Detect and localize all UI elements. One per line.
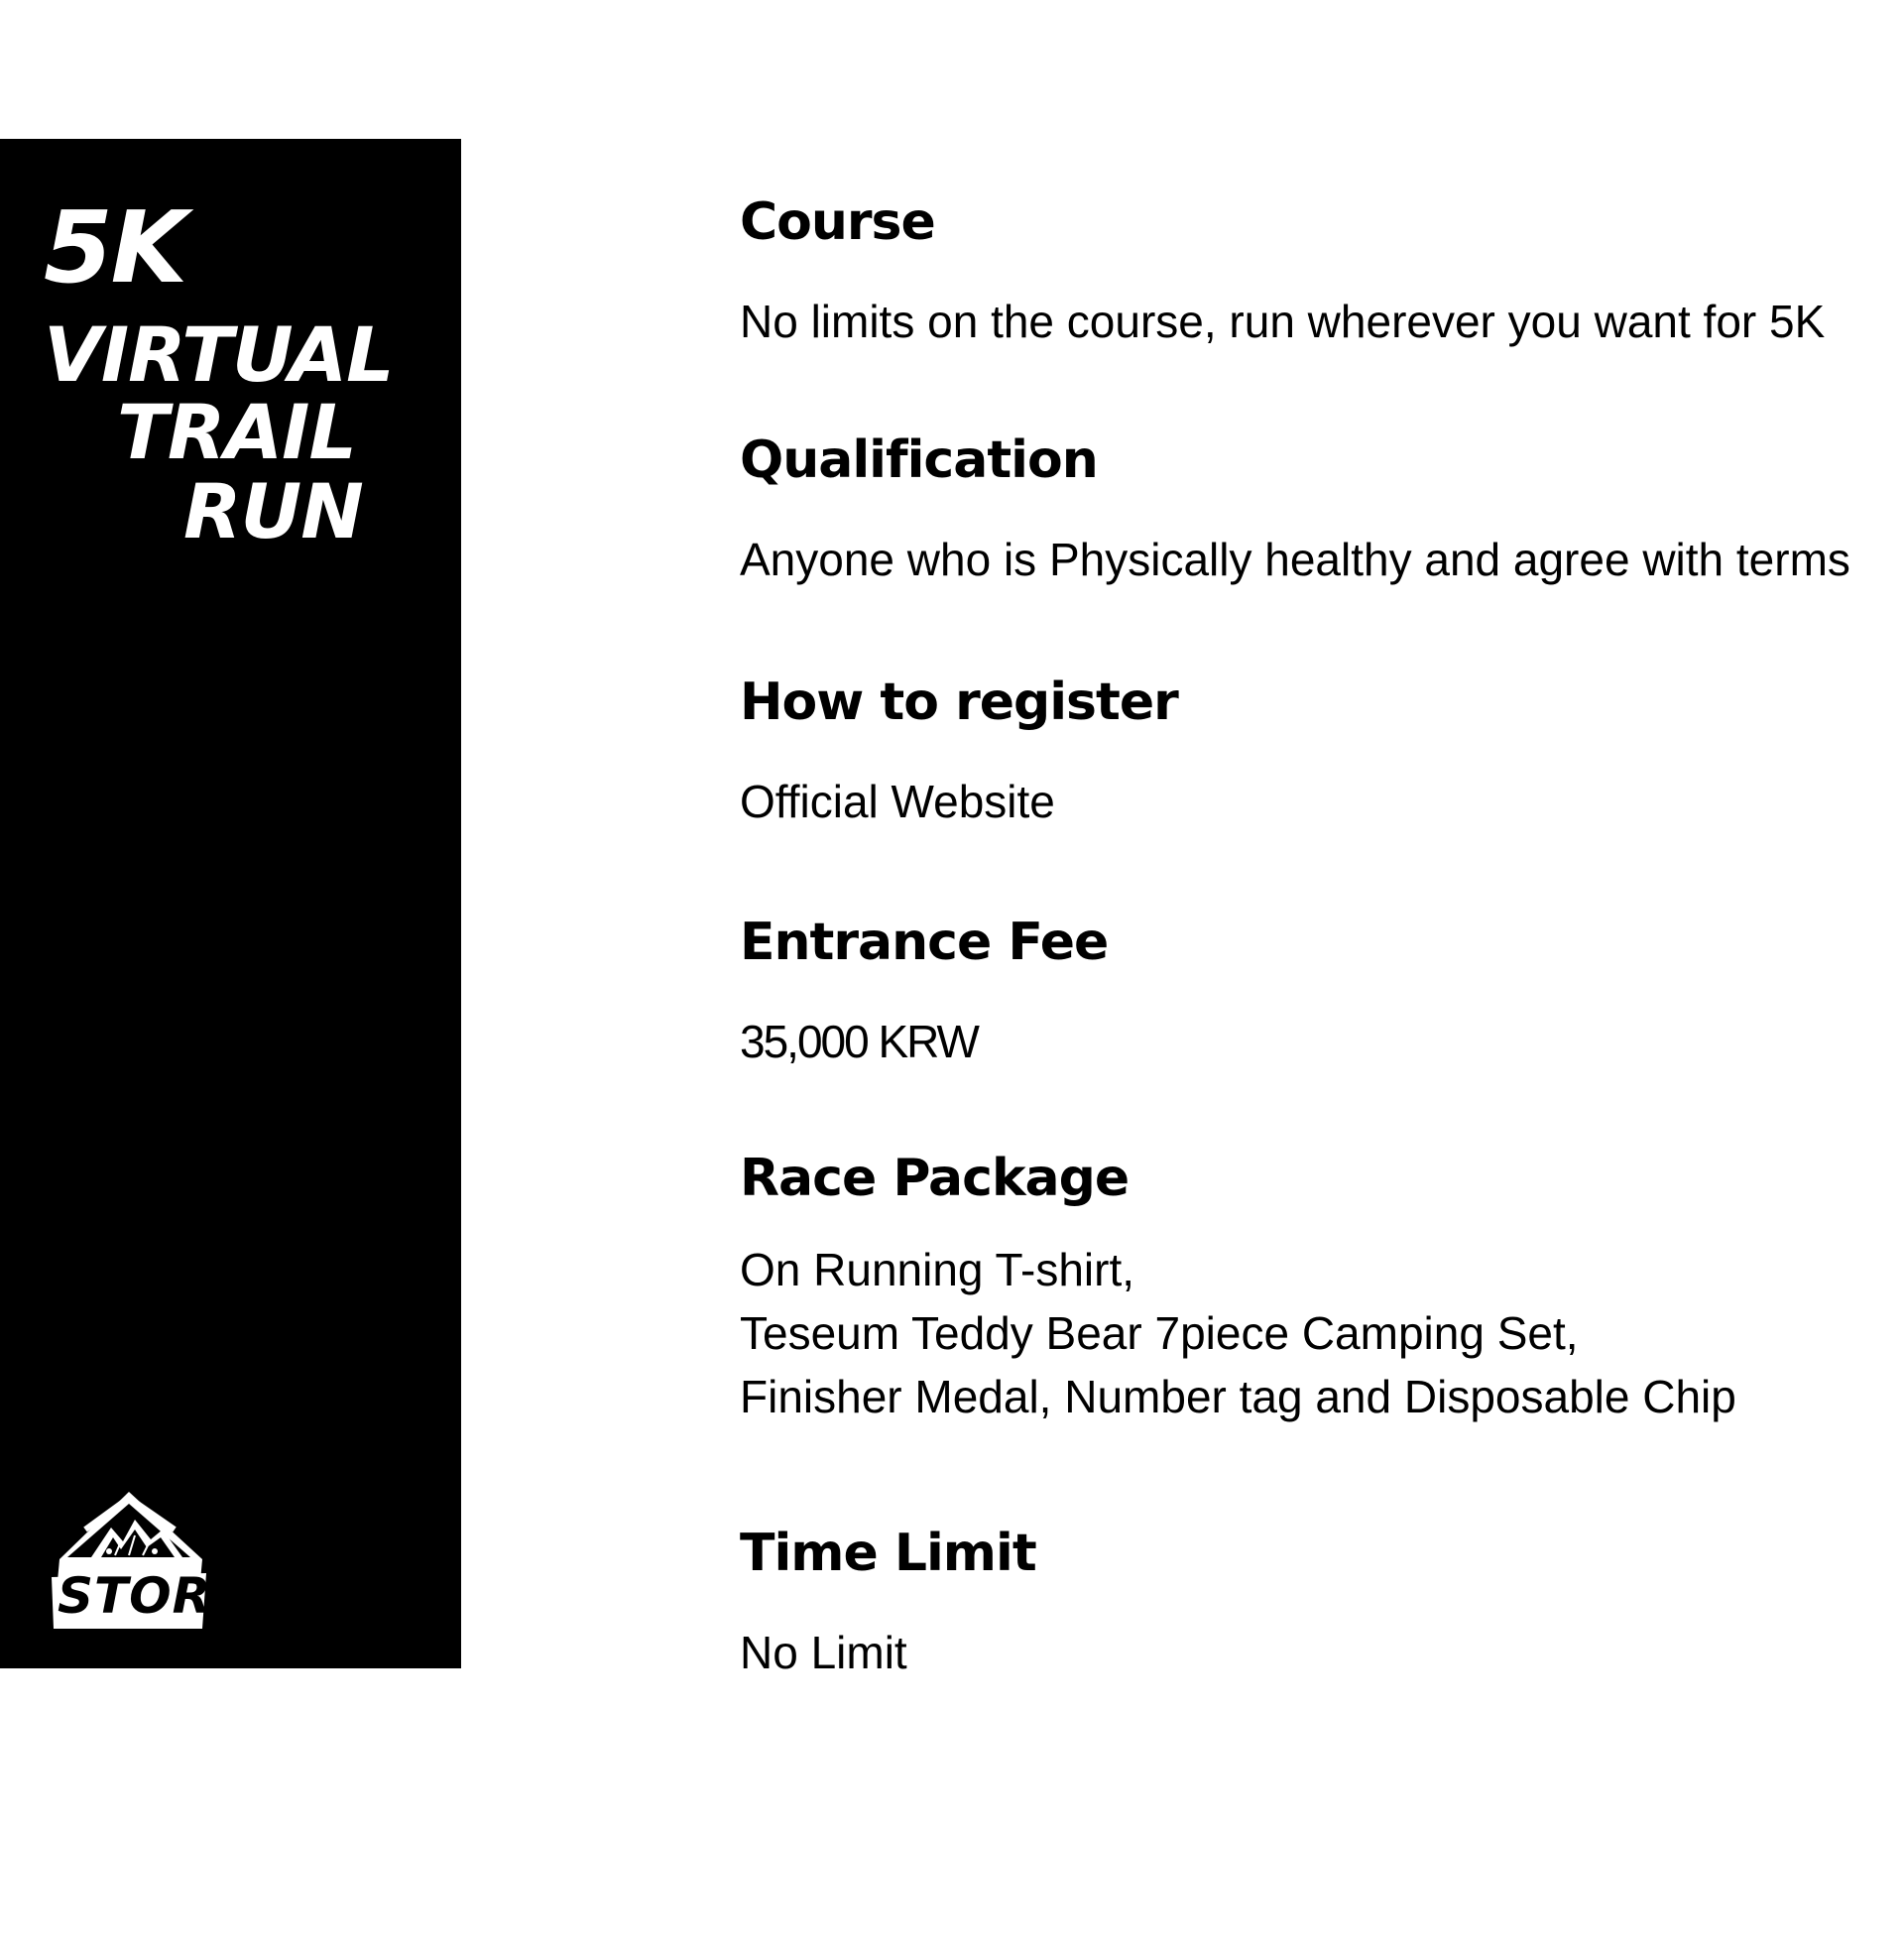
logo-text: STOR (58, 1567, 212, 1625)
qualification-value: Anyone who is Physically healthy and agree with terms (740, 534, 1850, 585)
event-title-line-3: RUN (183, 467, 363, 555)
course-heading: Course (740, 192, 935, 252)
race-package-line: Finisher Medal, Number tag and Disposable Chip (740, 1371, 1736, 1422)
entrance-fee-heading: Entrance Fee (740, 913, 1109, 972)
section-course (740, 192, 1826, 353)
registration-heading: How to register (740, 673, 1178, 732)
course-value: No limits on the course, run wherever you want for 5K (740, 296, 1826, 347)
side-panel (0, 139, 461, 1668)
entrance-fee-value: 35,000 KRW (740, 1016, 978, 1067)
section-entrance-fee (740, 913, 1109, 1073)
race-package-value (740, 1238, 1736, 1428)
registration-value: Official Website (740, 776, 1055, 827)
distance-label: 5K (44, 189, 186, 306)
event-title-line-2: TRAIL (117, 388, 356, 476)
event-title-line-1: VIRTUAL (44, 310, 394, 399)
race-package-line: Teseum Teddy Bear 7piece Camping Set, (740, 1307, 1579, 1359)
stor-logo (52, 1490, 210, 1634)
race-package-heading: Race Package (740, 1149, 1130, 1208)
time-limit-heading: Time Limit (740, 1524, 1036, 1583)
section-registration (740, 673, 1178, 833)
race-package-line: On Running T-shirt, (740, 1244, 1135, 1295)
section-qualification (740, 430, 1850, 591)
section-race-package (740, 1149, 1736, 1428)
time-limit-value: No Limit (740, 1627, 907, 1678)
qualification-heading: Qualification (740, 430, 1098, 490)
section-time-limit (740, 1524, 1036, 1684)
